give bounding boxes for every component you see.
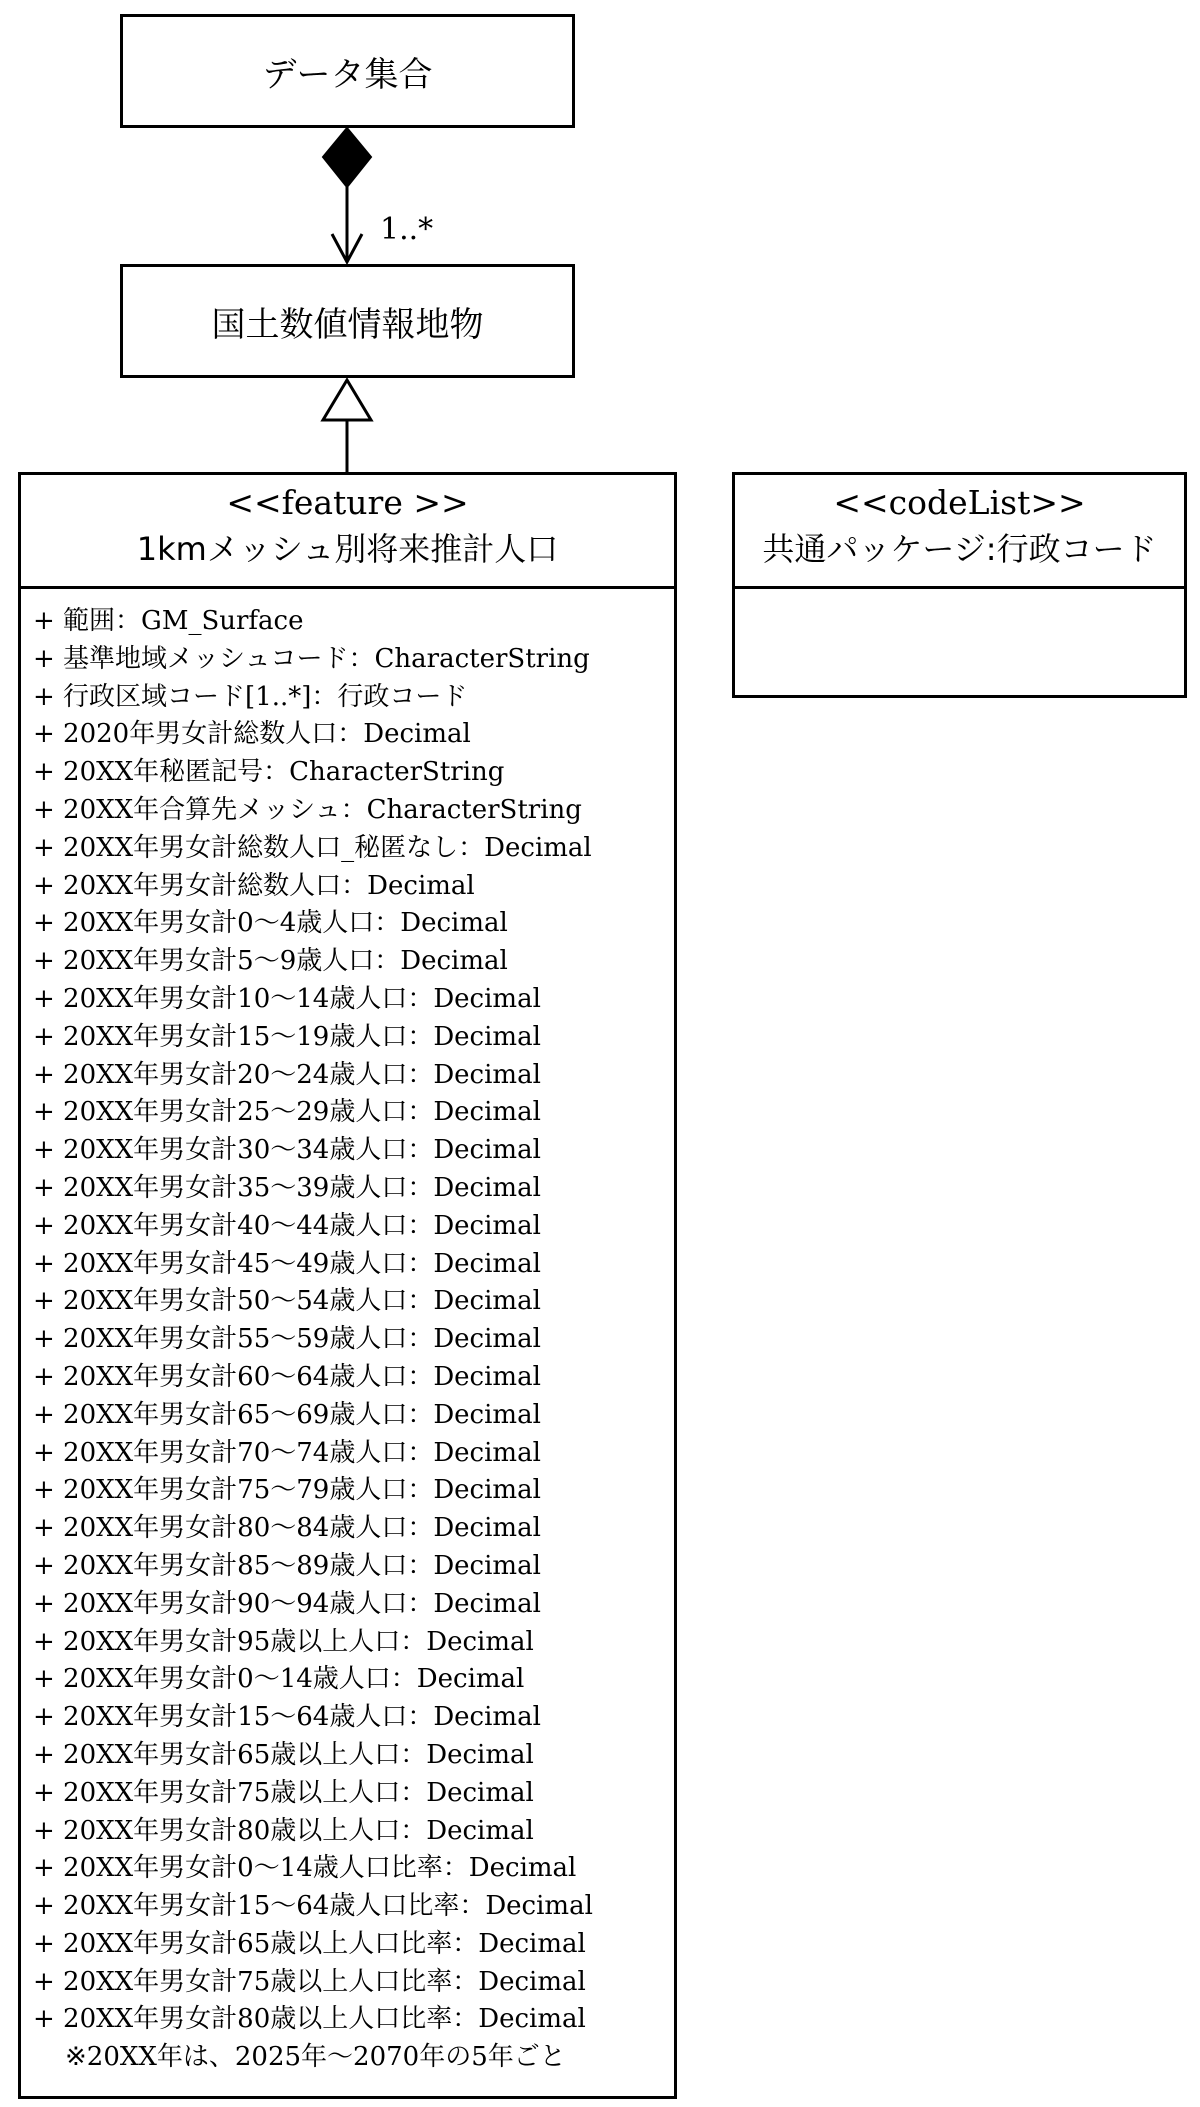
class-codelist-header (735, 475, 1184, 589)
attribute-row: + 20XX年男女計80歳以上人口比率：Decimal (33, 2004, 586, 2035)
class-feature-population (18, 472, 677, 2099)
attribute-row: + 20XX年男女計15〜19歳人口：Decimal (33, 1021, 541, 1052)
attribute-row: + 20XX年男女計75歳以上人口：Decimal (33, 1777, 534, 1808)
attribute-row: + 20XX年合算先メッシュ：CharacterString (33, 794, 582, 825)
codelist-stereotype: <<codeList>> (833, 483, 1086, 522)
attribute-row: + 20XX年男女計40〜44歳人口：Decimal (33, 1210, 541, 1241)
codelist-class-name: 共通パッケージ:行政コード (762, 530, 1157, 568)
attribute-row: + 20XX年男女計総数人口：Decimal (33, 870, 475, 901)
attribute-row: + 20XX年男女計50〜54歳人口：Decimal (33, 1286, 541, 1317)
attribute-row: + 20XX年男女計55〜59歳人口：Decimal (33, 1324, 541, 1355)
attribute-row: + 20XX年男女計10〜14歳人口：Decimal (33, 983, 541, 1014)
attribute-row: + 20XX年男女計65歳以上人口：Decimal (33, 1739, 534, 1770)
attribute-row: + 20XX年男女計65〜69歳人口：Decimal (33, 1399, 541, 1430)
attribute-row: + 20XX年男女計20〜24歳人口：Decimal (33, 1059, 541, 1090)
attribute-row: + 20XX年男女計5〜9歳人口：Decimal (33, 946, 508, 977)
attribute-row: + 20XX年男女計総数人口_秘匿なし：Decimal (33, 832, 592, 863)
attribute-row: + 範囲：GM_Surface (33, 606, 304, 636)
attribute-row: + 20XX年男女計0〜14歳人口：Decimal (33, 1664, 525, 1695)
attribute-row: + 20XX年男女計70〜74歳人口：Decimal (33, 1437, 541, 1468)
class-feature-header (21, 475, 674, 589)
attribute-row: + 20XX年男女計0〜14歳人口比率：Decimal (33, 1853, 577, 1884)
attribute-row: + 行政区域コード[1..*]：行政コード (33, 681, 468, 712)
connectors (0, 0, 1200, 480)
attribute-row: + 20XX年男女計75歳以上人口比率：Decimal (33, 1966, 586, 1997)
attribute-row: + 20XX年男女計80〜84歳人口：Decimal (33, 1513, 541, 1544)
class-codelist (732, 472, 1187, 698)
attribute-row: + 20XX年男女計90〜94歳人口：Decimal (33, 1588, 541, 1619)
attribute-row: + 20XX年男女計65歳以上人口比率：Decimal (33, 1928, 586, 1959)
attribute-row: + 20XX年男女計80歳以上人口：Decimal (33, 1815, 534, 1846)
attribute-row: + 20XX年男女計60〜64歳人口：Decimal (33, 1361, 541, 1392)
attribute-row: + 20XX年男女計85〜89歳人口：Decimal (33, 1550, 541, 1581)
feature-stereotype: <<feature >> (226, 483, 469, 522)
class-data-set-name: データ集合 (262, 54, 433, 95)
attribute-list (21, 589, 674, 2077)
attribute-row: + 基準地域メッシュコード：CharacterString (33, 643, 590, 674)
attribute-row: + 20XX年男女計45〜49歳人口：Decimal (33, 1248, 541, 1279)
class-ksj-feature-name: 国土数値情報地物 (211, 304, 484, 345)
attribute-row: + 20XX年秘匿記号：CharacterString (33, 757, 505, 788)
attribute-row: + 20XX年男女計75〜79歳人口：Decimal (33, 1475, 541, 1506)
attribute-row: + 20XX年男女計0〜4歳人口：Decimal (33, 908, 508, 939)
attribute-row: + 20XX年男女計30〜34歳人口：Decimal (33, 1135, 541, 1166)
attribute-row: + 20XX年男女計15〜64歳人口：Decimal (33, 1702, 541, 1733)
feature-note: ※20XX年は、2025年〜2070年の5年ごと (65, 2042, 566, 2073)
attribute-row: + 20XX年男女計15〜64歳人口比率：Decimal (33, 1891, 593, 1922)
attribute-row: + 20XX年男女計35〜39歳人口：Decimal (33, 1172, 541, 1203)
composition-diamond (323, 128, 371, 187)
feature-class-name: 1kmメッシュ別将来推計人口 (136, 530, 559, 568)
association-multiplicity: 1..* (380, 212, 434, 247)
attribute-row: + 2020年男女計総数人口：Decimal (33, 719, 471, 750)
generalization-triangle (323, 380, 371, 420)
attribute-row: + 20XX年男女計25〜29歳人口：Decimal (33, 1097, 541, 1128)
attribute-row: + 20XX年男女計95歳以上人口：Decimal (33, 1626, 534, 1657)
